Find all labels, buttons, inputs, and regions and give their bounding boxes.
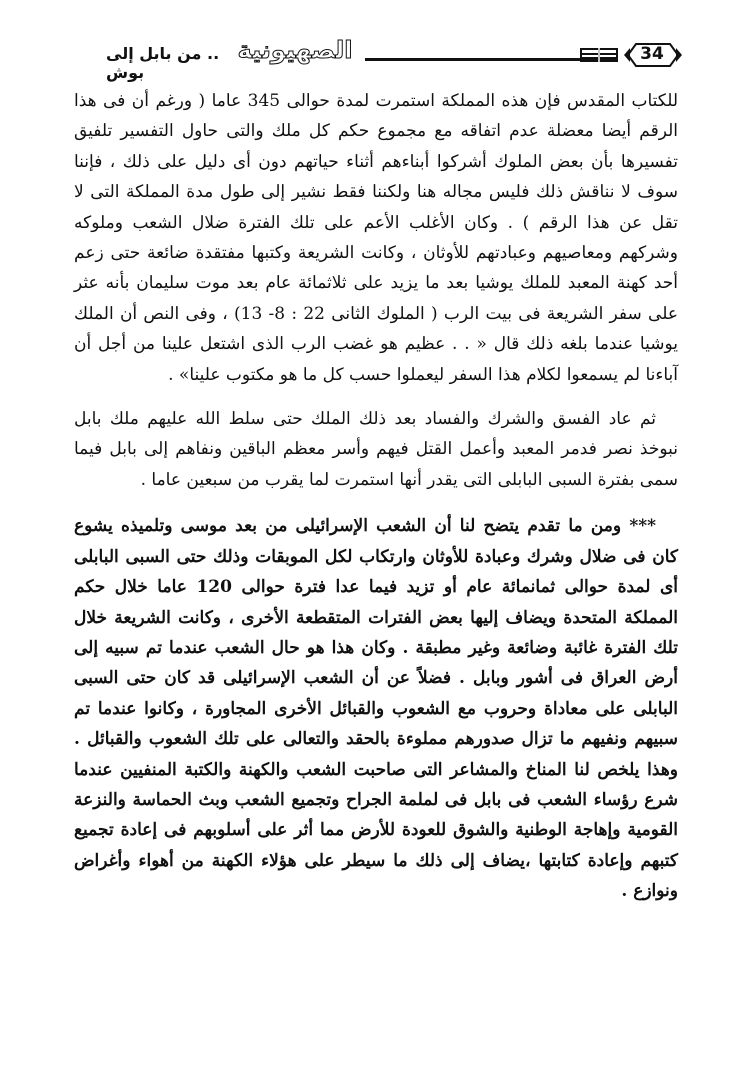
header-title: الصهيونية — [225, 36, 365, 64]
paragraph-2: ثم عاد الفسق والشرك والفساد بعد ذلك الملك حتى سلط الله عليهم ملك بابل نبوخذ نصر فدمر المعبد وأعمل القتل فيهم وأسر معظم الباقين ونفاهم إلى بابل فيما سمى بفترة السبى البابلى التى يقدر أنها استمرت لما يقرب من سبعين عاما . — [74, 409, 678, 490]
paragraph-3 — [74, 511, 678, 906]
asterisks-marker: *** — [629, 516, 656, 537]
paragraph-3-text: ومن ما تقدم يتضح لنا أن الشعب الإسرائيلى من بعد موسى وتلميذه يشوع كان فى ضلال وشرك وعبادة للأوثان وارتكاب لكل الموبقات وذلك حتى السبى البابلى أى لمدة حوالى ثمانمائة عام أو تزيد فيما عدا فترة حوالى 120 عاما خلال حكم المملكة المتحدة ويضاف إليها بعض الفترات المتقطعة الأخرى ، وكانت الشريعة خلال تلك الفترة غائبة وضائعة وغير مطبقة . وكان هذا هو حال الشعب عندما تم سبيه إلى أرض العراق فى أشور وبابل . فضلاً عن أن الشعب الإسرائيلى قد كان حتى السبى البابلى على معاداة وحروب مع الشعوب والقبائل الأخرى المجاورة ، وكانوا عندما تم سبيهم ونفيهم ما تزال صدورهم مملوءة بالحقد والتعالى على تلك الشعوب والقبائل . وهذا يلخص لنا المناخ والمشاعر التى صاحبت الشعب والكهنة والكتبة المنفيين عندما شرع رؤساء الشعب فى بابل فى لملمة الجراح وتجميع الشعب وبث الحماسة والنزعة القومية وإهاجة الوطنية والشوق للعودة للأرض مما أثر على أسلوبهم فى إعادة تجميع كتبهم وإعادة كتابتها ،يضاف إلى ذلك ما سيطر على هؤلاء الكهنة من أهواء وأغراض ونوازع . — [74, 516, 678, 902]
body-text — [74, 86, 678, 907]
paragraph-1: للكتاب المقدس فإن هذه المملكة استمرت لمدة حوالى 345 عاما ( ورغم أن فى هذا الرقم أيضا معضلة عدم اتفاقه مع مجموع حكم كل ملك والتى حاول التفسير تلفيق تفسيرها بأن بعض الملوك أشركوا أبناءهم أثناء حياتهم دون أى دليل على ذلك ، فإننا سوف لا نناقش ذلك فليس مجاله هنا ولكننا فقط نشير إلى طول مدة المملكة التى لا تقل عن هذا الرقم ) . وكان الأغلب الأعم على تلك الفترة ضلال الشعب وملوكه وشركهم ومعاصيهم وعبادتهم للأوثان ، وكانت الشريعة وكتبها مفتقدة ضائعة حتى زعم أحد كهنة المعبد للملك يوشيا بعد ما يزيد على ثلاثمائة عام بعد موت سليمان بأنه عثر على سفر الشريعة فى بيت الرب ( الملوك الثانى 22 : 8- 13) ، وفى النص أن الملك يوشيا عندما بلغه ذلك قال « . . عظيم هو غضب الرب الذى اشتعل علينا من أجل أن آباءنا لم يسمعوا لكلام هذا السفر ليعملوا حسب كل ما هو مكتوب علينا» . — [74, 91, 679, 385]
page-header — [60, 38, 686, 80]
open-book-icon — [578, 44, 620, 66]
page-number: 34 — [640, 44, 664, 64]
header-subtitle: .. من بابل إلى بوش — [100, 44, 252, 82]
